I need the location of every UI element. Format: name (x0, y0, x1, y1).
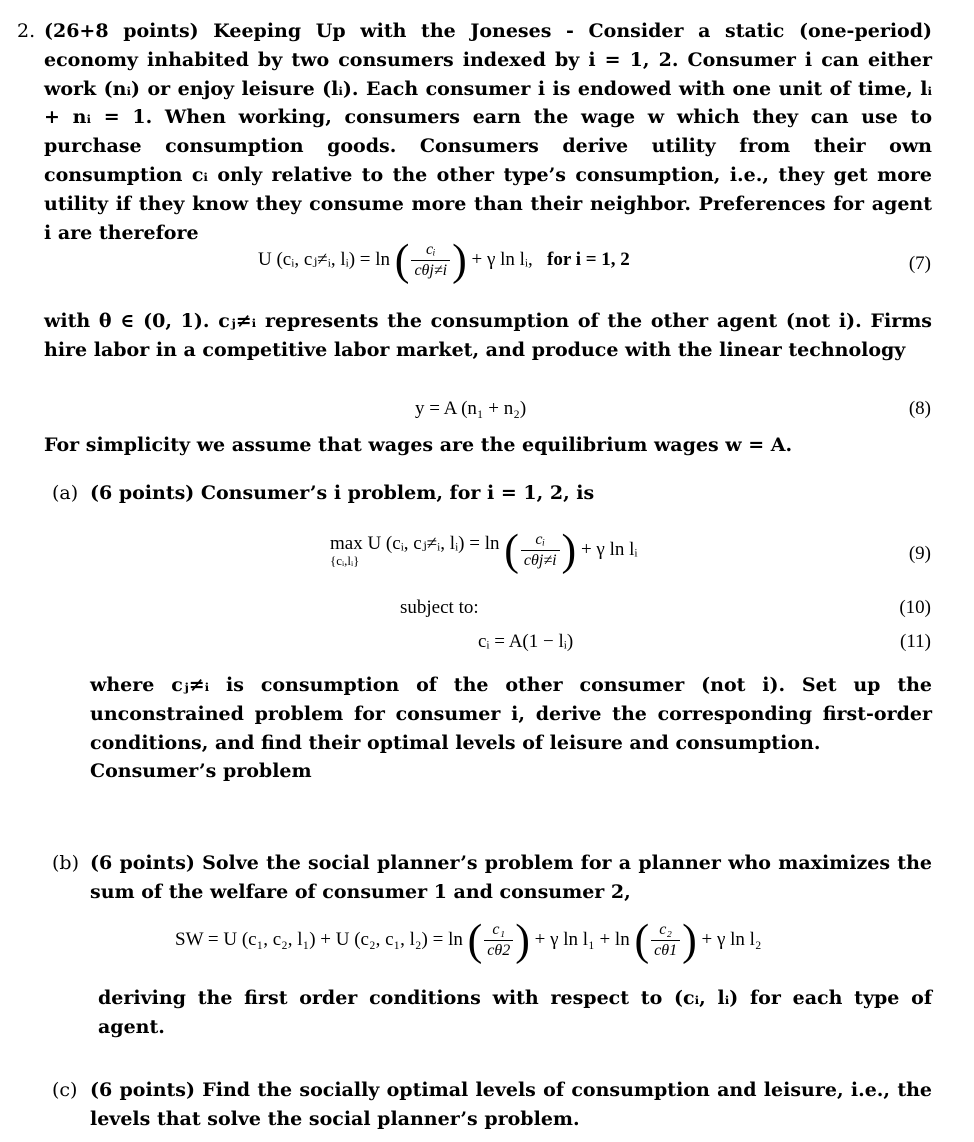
equation-7: U (cᵢ, cⱼ≠ᵢ, lᵢ) = ln ( $\frac{\text{cᵢ}}{\text{cθj≠i}}$ ) + γ ln lᵢ, for i = 1, 2 (258, 235, 630, 285)
sw-mid: + γ ln l₁ + ln (534, 928, 630, 950)
part-a-title: (6 points) Consumer’s i problem, for i = 1, 2, is (90, 482, 595, 504)
eq9-tag: (9) (908, 543, 931, 564)
eq10-tag: (10) (899, 597, 931, 618)
eq7-tag: (7) (908, 253, 931, 274)
sw-den2: cθ1 (654, 942, 678, 959)
after-eq7-text: with θ ∈ (0, 1). cⱼ≠ᵢ represents the consumption of the other agent (not i). Firms hire labor in a competitive labor market, and produce with the linear technology (44, 310, 932, 361)
part-a-tail: Consumer’s problem (90, 760, 312, 782)
part-c-label: (c) (52, 1079, 78, 1101)
sw-num2: c₂ (651, 920, 680, 941)
question-number: 2. (17, 20, 36, 42)
eq7-rhs: + γ ln lᵢ, (471, 248, 533, 270)
part-c-title: (6 points) Find the socially optimal levels of consumption and leisure, i.e., the levels that solve the social planner’s problem. (90, 1079, 932, 1130)
eq8-tag: (8) (908, 398, 931, 419)
part-b-title: (6 points) Solve the social planner’s problem for a planner who maximizes the sum of the welfare of consumer 1 and consumer 2, (90, 852, 932, 903)
equation-8: y = A (n₁ + n₂) (415, 398, 527, 419)
equation-9: max U (cᵢ, cⱼ≠ᵢ, lᵢ) = ln {cᵢ,lᵢ} ( $\frac{\text{cᵢ}}{\text{cθj≠i}}$ ) + γ ln lᵢ (330, 525, 638, 575)
part-b-label: (b) (52, 852, 79, 874)
eq7-condition: for i = 1, 2 (547, 248, 630, 270)
equation-11: cᵢ = A(1 − lᵢ) (478, 631, 574, 652)
part-a-label: (a) (52, 482, 79, 504)
sw-lhs: SW = U (c₁, c₂, l₁) + U (c₂, c₁, l₂) = ln (175, 928, 463, 950)
eq9-lhs: max U (cᵢ, cⱼ≠ᵢ, lᵢ) = ln (330, 532, 500, 554)
sw-den1: cθ2 (487, 942, 511, 959)
sw-num1: c₁ (484, 920, 513, 941)
eq7-denominator: cθj≠i (414, 262, 448, 279)
eq9-denominator: cθj≠i (523, 552, 557, 569)
eq7-numerator: cᵢ (411, 240, 450, 261)
eq11-tag: (11) (900, 631, 931, 652)
equation-sw: SW = U (c₁, c₂, l₁) + U (c₂, c₁, l₂) = ln ( $\frac{\text{c₁}}{c\theta 2}$ ) + γ ln l₁ + ln ( $\frac{\text{c₂}}{c\theta 1}$ ) + γ ln l₂ (175, 915, 762, 965)
part-b-body: deriving the first order conditions with respect to (cᵢ, lᵢ) for each type of agent. (98, 987, 932, 1038)
eq9-rhs: + γ ln lᵢ (580, 538, 638, 560)
part-a-body: where cⱼ≠ᵢ is consumption of the other consumer (not i). Set up the unconstrained problem for consumer i, derive the corresponding first-order conditions, and find their optimal levels of leisure and consumption. (90, 674, 932, 754)
equation-10: subject to: (400, 597, 479, 618)
after-eq8-text: For simplicity we assume that wages are the equilibrium wages w = A. (44, 434, 793, 456)
eq9-under: {cᵢ,lᵢ} (330, 552, 360, 568)
eq9-numerator: cᵢ (521, 530, 560, 551)
eq7-lhs: U (cᵢ, cⱼ≠ᵢ, lᵢ) = ln (258, 248, 391, 270)
question-intro: (26+8 points) Keeping Up with the Joneses - Consider a static (one-period) economy inhabited by two consumers indexed by i = 1, 2. Consumer i can either work (nᵢ) or enjoy leisure (lᵢ). Each consumer i is endowed with one unit of time, lᵢ + nᵢ = 1. When working, consumers earn the wage w which they can use to purchase consumption goods. Consumers derive utility from their own consumption cᵢ only relative to the other type’s consumption, i.e., they get more utility if they know they consume more than their neighbor. Preferences for agent i are therefore (44, 20, 932, 244)
sw-rhs: + γ ln l₂ (701, 928, 762, 950)
